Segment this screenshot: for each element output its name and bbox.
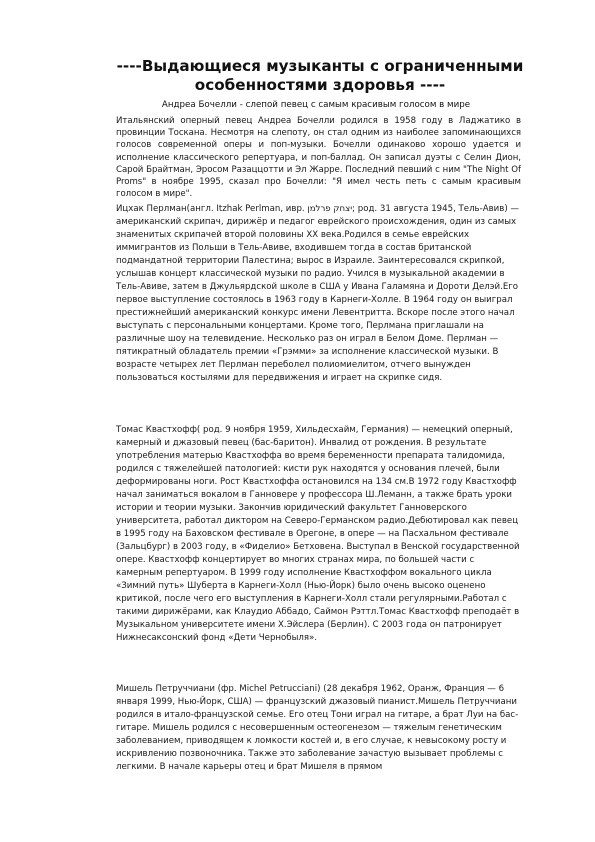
page-title: ----Выдающиеся музыканты с ограниченными особенностями здоровья ---- (116, 57, 524, 94)
paragraph-bocelli: Итальянский оперный певец Андреа Бочелли родился в 1958 году в Ладжатико в провинции Тоскана. Несмотря на слепоту, он стал одним из наиболее запоминающихся голосов современной оперы и поп-музыки. Бочелли одинаково хорошо удается и исполнение классического репертуара, и поп-баллад. Он записал дуэты с Селин Дион, Сарой Брайтман, Эросом Разаццотти и Эл Жарре. Последний певший с ним "The Night Of Proms" в ноябре 1995, сказал про Бочелли: "Я имел честь петь с самым красивым голосом в мире". (116, 116, 521, 200)
paragraph-petrucciani: Мишель Петруччиани (фр. Michel Petrucciani) (28 декабря 1962, Оранж, Франция — 6 января 1999, Нью-Йорк, США) — французский джазовый пианист.Мишель Петруччиани родился в итало-французской семье. Его отец Тони играл на гитаре, а брат Луи на бас-гитаре. Мишель родился с несовершенным остеогенезом — тяжелым генетическим заболеванием, приводящем к ломкости костей и, в его случае, к невысокому росту и искривлению позвоночника. Также это заболевание зачастую вызывает проблемы с легкими. В начале карьеры отец и брат Мишеля в прямом (116, 684, 519, 772)
section-subtitle: Андреа Бочелли - слепой певец с самым красивым голосом в мире (161, 100, 471, 110)
paragraph-perlman: Ицхак Перлман(англ. Itzhak Perlman, ивр. יצחק פרלמן; род. 31 августа 1945, Тель-Авив) — американский скрипач, дирижёр и педагог еврейского происхождения, один из самых знаменитых скрипачей второй половины XX века.Родился в семье еврейских иммигрантов из Польши в Тель-Авиве, входившем тогда в состав британской подмандатной территории Палестина; вырос в Израиле. Заинтересовался скрипкой, услышав концерт классической музыки по радио. Учился в музыкальной академии в Тель-Авиве, затем в Джульярдской школе в США у Ивана Галамяна и Дороти Делэй.Его первое выступление состоялось в 1963 году в Карнеги-Холле. В 1964 году он выиграл престижнейший американский конкурс имени Левентритта. Вскоре после этого начал выступать с персональными концертами. Кроме того, Перлмана приглашали на различные шоу на телевидение. Несколько раз он играл в Белом Доме. Перлман — пятикратный обладатель премии «Грэмми» за исполнение классической музыки. В возрасте четырех лет Перлман переболел полиомиелитом, отчего вынужден пользоваться костылями для передвижения и играет на скрипке сидя. (116, 204, 519, 383)
paragraph-quasthoff: Томас Квастхофф( род. 9 ноября 1959, Хильдесхайм, Германия) — немецкий оперный, камерный и джазовый певец (бас-баритон). Инвалид от рождения. В результате употребления матерью Квастхоффа во время беременности препарата талидомида, родился с тяжелейшей патологией: кисти рук находятся у основания плечей, были деформированы ноги. Рост Квастхоффа остановился на 134 см.В 1972 году Квастхофф начал заниматься вокалом в Ганновере у профессора Ш.Леманн, а также брать уроки истории и теории музыки. Закончив юридический факультет Ганноверского университета, работал диктором на Северо-Германском радио.Дебютировал как певец в 1995 году на Баховском фестивале в Орегоне, в опере — на Пасхальном фестивале (Зальцбург) в 2003 году, в «Фиделио» Бетховена. Выступал в Венской государственной опере. Квастхофф концертирует во многих странах мира, по большей части с камерным репертуаром. В 1999 году исполнение Квастхоффом вокального цикла «Зимний путь» Шуберта в Карнеги-Холл (Нью-Йорк) было очень высоко оценено критикой, после чего его выступления в Карнеги-Холл стали регулярными.Работал с такими дирижёрами, как Клаудио Аббадо, Саймон Рэттл.Томас Квастхофф преподаёт в Музыкальном университете имени Х.Эйслера (Берлин). С 2003 года он патронирует Нижнесаксонский фонд «Дети Чернобыля». (116, 425, 520, 643)
